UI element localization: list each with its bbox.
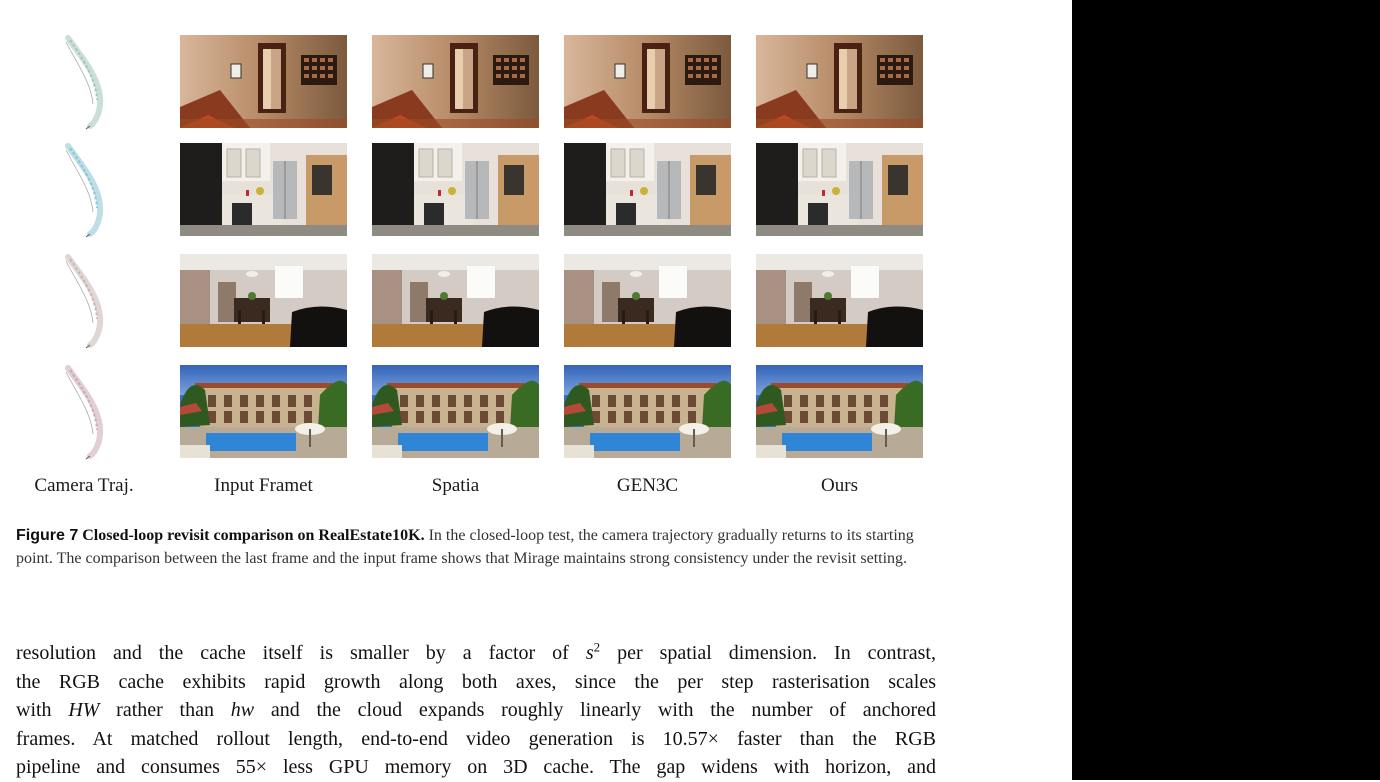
viewer-side-panel	[1072, 0, 1380, 780]
gen3c-frame-row-1	[564, 35, 731, 128]
camera-trajectory-row-3	[58, 249, 118, 349]
camera-trajectory-row-4	[58, 360, 118, 460]
ours-frame-row-2	[756, 143, 923, 236]
figure-title: Closed-loop revisit comparison on RealEstate10K.	[82, 527, 425, 544]
spatia-frame-row-3	[372, 254, 539, 347]
spatia-frame-row-1	[372, 35, 539, 128]
trajectory-plot	[58, 249, 118, 349]
body-line-5: pipeline and consumes 55× less GPU memory on 3D cache. The gap widens with horizon, and	[16, 756, 936, 778]
column-label-camera-traj: Camera Traj.	[34, 475, 134, 496]
figure-caption-text: In the closed-loop test, the camera trajectory gradually returns to its starting point. The comparison between the last frame and the input frame shows that Mirage maintains strong consistency under the revisit setting.	[16, 527, 914, 567]
column-label-spatia: Spatia	[431, 475, 480, 496]
ours-frame-row-3	[756, 254, 923, 347]
input-frame-row-4	[180, 365, 347, 458]
column-label-ours: Ours	[821, 475, 858, 496]
trajectory-plot	[58, 30, 118, 130]
body-line-1: resolution and the cache itself is smaller by a factor of $s^2$ per spatial dimension. In contrast,	[16, 639, 936, 664]
column-label-input-frame: Input Framet	[214, 475, 313, 496]
body-paragraph	[16, 639, 936, 782]
trajectory-plot	[58, 360, 118, 460]
gen3c-frame-row-2	[564, 143, 731, 236]
trajectory-plot	[58, 138, 118, 238]
ours-frame-row-4	[756, 365, 923, 458]
body-line-4: frames. At matched rollout length, end-to-end video generation is 10.57× faster than the RGB	[16, 727, 936, 750]
camera-trajectory-row-2	[58, 138, 118, 238]
figure-caption	[16, 524, 941, 570]
ours-frame-row-1	[756, 35, 923, 128]
gen3c-frame-row-3	[564, 254, 731, 347]
body-line-2: the RGB cache exhibits rapid growth along both axes, since the per step rasterisation scales	[16, 670, 936, 693]
spatia-frame-row-2	[372, 143, 539, 236]
spatia-frame-row-4	[372, 365, 539, 458]
gen3c-frame-row-4	[564, 365, 731, 458]
input-frame-row-3	[180, 254, 347, 347]
column-label-gen3c: GEN3C	[616, 475, 679, 496]
input-frame-row-1	[180, 35, 347, 128]
body-line-3: with HW rather than hw and the cloud expands roughly linearly with the number of anchored	[16, 699, 936, 721]
figure-number: Figure 7	[16, 527, 79, 544]
camera-trajectory-row-1	[58, 30, 118, 130]
input-frame-row-2	[180, 143, 347, 236]
